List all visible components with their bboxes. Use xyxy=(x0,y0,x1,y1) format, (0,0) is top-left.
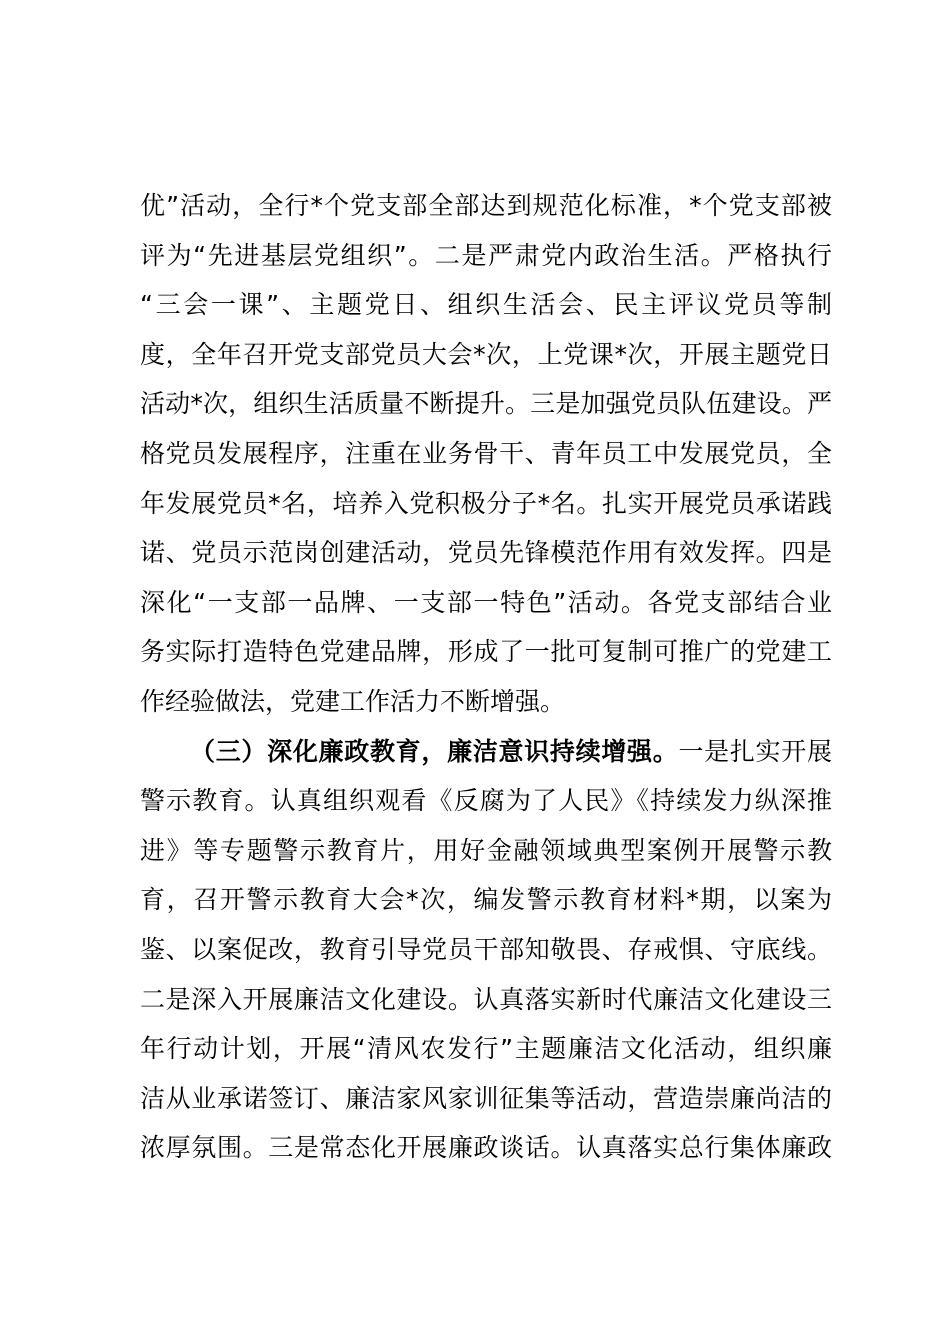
text-line: “三会一课”、主题党日、组织生活会、民主评议党员等制 xyxy=(140,290,832,320)
text-line: 年发展党员*名，培养入党积极分子*名。扎实开展党员承诺践 xyxy=(140,488,832,518)
paragraph-party-building xyxy=(140,181,832,727)
text-line: 格党员发展程序，注重在业务骨干、青年员工中发展党员，全 xyxy=(140,438,832,468)
heading-line-rest: 一是扎实开展 xyxy=(678,736,832,766)
text-line: 活动*次，组织生活质量不断提升。三是加强党员队伍建设。严 xyxy=(140,389,832,419)
text-line: 务实际打造特色党建品牌，形成了一批可复制可推广的党建工 xyxy=(140,637,832,667)
text-line: 二是深入开展廉洁文化建设。认真落实新时代廉洁文化建设三 xyxy=(140,984,832,1014)
text-line: 育，召开警示教育大会*次，编发警示教育材料*期，以案为 xyxy=(140,885,832,915)
text-line: 诺、党员示范岗创建活动，党员先锋模范作用有效发挥。四是 xyxy=(140,538,832,568)
document-page xyxy=(140,181,832,1173)
text-line: 洁从业承诺签订、廉洁家风家训征集等活动，营造崇廉尚洁的 xyxy=(140,1083,832,1113)
text-line: 警示教育。认真组织观看《反腐为了人民》《持续发力纵深推 xyxy=(140,786,832,816)
text-line: 作经验做法，党建工作活力不断增强。 xyxy=(140,686,566,716)
text-line: 优”活动，全行*个党支部全部达到规范化标准，*个党支部被 xyxy=(140,191,832,220)
text-line: 鉴、以案促改，教育引导党员干部知敬畏、存戒惧、守底线。 xyxy=(140,934,832,964)
text-line: 度，全年召开党支部党员大会*次，上党课*次，开展主题党日 xyxy=(140,339,832,369)
section-heading: （三）深化廉政教育，廉洁意识持续增强。 xyxy=(190,736,679,766)
heading-line xyxy=(140,727,832,777)
text-line: 进》等专题警示教育片，用好金融领域典型案例开展警示教 xyxy=(140,835,832,865)
paragraph-integrity-education xyxy=(140,727,832,1173)
text-line: 年行动计划，开展“清风农发行”主题廉洁文化活动，组织廉 xyxy=(140,1034,832,1064)
text-line: 浓厚氛围。三是常态化开展廉政谈话。认真落实总行集体廉政 xyxy=(140,1133,832,1163)
text-line: 评为“先进基层党组织”。二是严肃党内政治生活。严格执行 xyxy=(140,240,832,270)
text-line: 深化“一支部一品牌、一支部一特色”活动。各党支部结合业 xyxy=(140,587,832,617)
